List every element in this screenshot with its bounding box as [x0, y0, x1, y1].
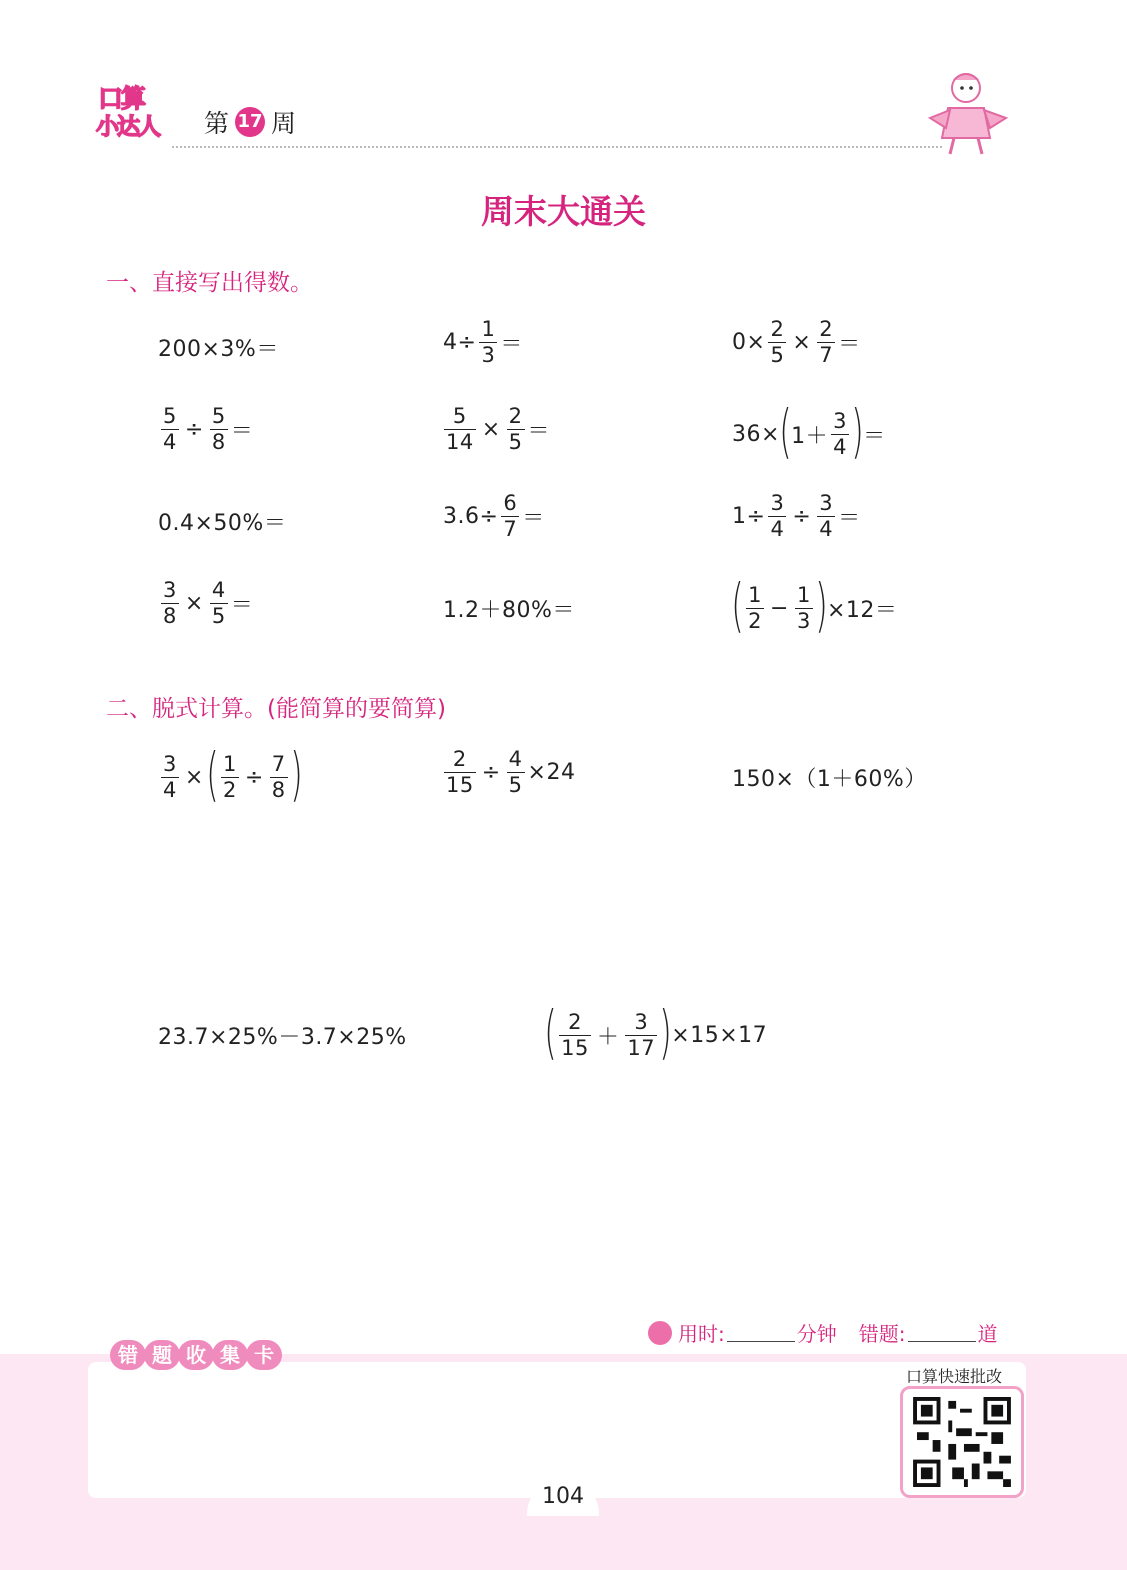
- wrong-blank[interactable]: [908, 1323, 976, 1342]
- problem: 1÷ $\frac{3}{4}$ ÷ $\frac{3}{4}$ ＝: [732, 491, 861, 541]
- week-suffix: 周: [271, 109, 297, 138]
- time-unit: 分钟: [796, 1322, 837, 1346]
- week-number-badge: 17: [235, 107, 265, 137]
- problem: 36× ( 1＋ $\frac{3}{4}$ ) ＝: [732, 397, 886, 465]
- page-number: 104: [527, 1478, 599, 1516]
- problem: 200×3%＝: [158, 337, 279, 362]
- problem: $\frac{3}{4}$ × ( $\frac{1}{2}$ ÷ $\frac{7}{8}$ ): [163, 740, 303, 808]
- brand-logo: [96, 84, 180, 150]
- mistake-card-title: 错 题 收 集 卡: [110, 1340, 280, 1370]
- time-label: 用时:: [678, 1322, 725, 1346]
- problem: ( $\frac{1}{2}$ − $\frac{1}{3}$ ) ×12＝: [731, 571, 898, 639]
- problem: ( $\frac{2}{15}$ ＋ $\frac{3}{17}$ ) ×15×17: [544, 998, 768, 1066]
- problem: 3.6÷ $\frac{6}{7}$ ＝: [443, 491, 545, 541]
- qr-code-frame[interactable]: [900, 1386, 1024, 1498]
- problem: 150×（1＋60%）: [732, 767, 927, 792]
- problem: 0× $\frac{2}{5}$ × $\frac{2}{7}$ ＝: [732, 317, 861, 367]
- wrong-unit: 道: [977, 1322, 998, 1346]
- time-record: [648, 1318, 998, 1347]
- problem: 4÷ $\frac{1}{3}$ ＝: [443, 317, 523, 367]
- wrong-label: 错题:: [858, 1322, 906, 1346]
- week-prefix: 第: [204, 109, 230, 138]
- logo-line-1: 口算: [98, 84, 145, 113]
- page-title: 周末大通关: [481, 192, 646, 231]
- section1-heading: 一、直接写出得数。: [106, 270, 313, 296]
- problem: 0.4×50%＝: [158, 511, 287, 536]
- problem: $\frac{5}{14}$ × $\frac{2}{5}$ ＝: [446, 404, 551, 454]
- problem: $\frac{2}{15}$ ÷ $\frac{4}{5}$ ×24: [446, 747, 576, 797]
- problem: $\frac{3}{8}$ × $\frac{4}{5}$ ＝: [163, 578, 254, 628]
- section2-heading: 二、脱式计算。(能简算的要简算): [106, 696, 446, 722]
- logo-line-2: 小达人: [96, 114, 159, 140]
- time-blank[interactable]: [727, 1323, 795, 1342]
- stopwatch-icon: [648, 1321, 672, 1345]
- problem: 1.2＋80%＝: [443, 598, 575, 623]
- mascot-illustration: [920, 68, 1016, 160]
- week-label: [204, 104, 296, 140]
- problem: $\frac{5}{4}$ ÷ $\frac{5}{8}$ ＝: [163, 404, 254, 454]
- qr-code-icon[interactable]: [912, 1397, 1012, 1487]
- problem: 23.7×25%－3.7×25%: [158, 1025, 407, 1050]
- qr-label: 口算快速批改: [906, 1367, 1003, 1386]
- header-divider: [172, 146, 942, 148]
